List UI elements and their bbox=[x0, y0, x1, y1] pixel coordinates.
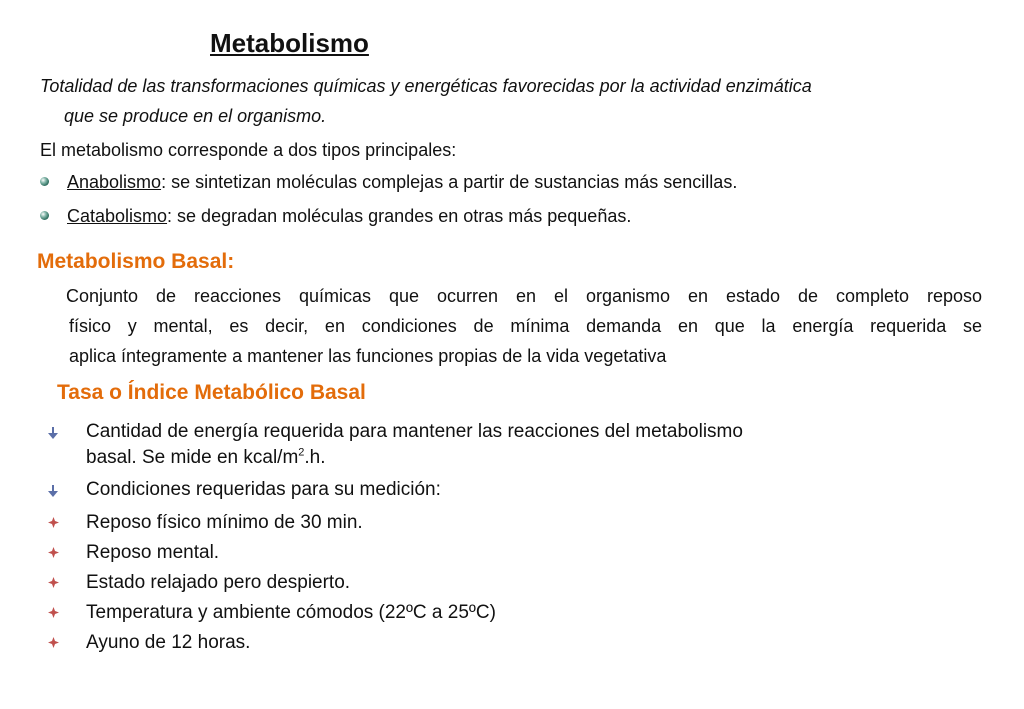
types-intro: El metabolismo corresponde a dos tipos principales: bbox=[40, 140, 457, 160]
basal-description bbox=[55, 281, 982, 371]
energy-line-2 bbox=[86, 444, 326, 472]
tmb-list bbox=[48, 418, 948, 678]
round-bullet-icon bbox=[40, 177, 49, 186]
conditions-heading: Condiciones requeridas para su medición: bbox=[86, 479, 441, 500]
definition-line-2: que se produce en el organismo. bbox=[64, 106, 327, 126]
star-bullet-icon bbox=[48, 547, 59, 558]
condition-text: Temperatura y ambiente cómodos (22ºC a 25ºC) bbox=[86, 602, 496, 623]
list-item-anabolismo bbox=[40, 167, 737, 197]
metabolism-definition bbox=[40, 71, 990, 131]
definition-line-1: Totalidad de las transformaciones químicas y energéticas favorecidas por la actividad enzimática bbox=[40, 76, 812, 96]
basal-line-3: aplica íntegramente a mantener las funciones propias de la vida vegetativa bbox=[69, 346, 667, 366]
arrow-bullet-icon bbox=[48, 427, 58, 439]
basal-heading: Metabolismo Basal: bbox=[37, 250, 235, 273]
tmb-heading: Tasa o Índice Metabólico Basal bbox=[57, 381, 366, 404]
arrow-bullet-icon bbox=[48, 485, 58, 497]
condition-text: Reposo mental. bbox=[86, 542, 220, 563]
basal-line-1: Conjunto de reacciones químicas que ocurren en el organismo en estado de completo reposo bbox=[66, 286, 982, 306]
condition-text: Ayuno de 12 horas. bbox=[86, 632, 251, 653]
star-bullet-icon bbox=[48, 517, 59, 528]
round-bullet-icon bbox=[40, 211, 49, 220]
star-bullet-icon bbox=[48, 577, 59, 588]
term-anabolismo: Anabolismo bbox=[67, 172, 162, 192]
anabolismo-description: : se sintetizan moléculas complejas a partir de sustancias más sencillas. bbox=[161, 172, 738, 192]
page-title: Metabolismo bbox=[210, 28, 369, 58]
energy-line-2-end: .h. bbox=[304, 447, 326, 468]
energy-line-2-text: basal. Se mide en kcal/m bbox=[86, 447, 299, 468]
basal-line-2: físico y mental, es decir, en condiciones de mínima demanda en que la energía requerida se bbox=[69, 316, 982, 336]
condition-text: Estado relajado pero despierto. bbox=[86, 572, 351, 593]
condition-text: Reposo físico mínimo de 30 min. bbox=[86, 512, 363, 533]
star-bullet-icon bbox=[48, 637, 59, 648]
energy-line-1: Cantidad de energía requerida para mantener las reacciones del metabolismo bbox=[86, 421, 743, 442]
star-bullet-icon bbox=[48, 607, 59, 618]
term-catabolismo: Catabolismo bbox=[67, 206, 168, 226]
catabolismo-description: : se degradan moléculas grandes en otras más pequeñas. bbox=[167, 206, 632, 226]
unit-superscript: 2 bbox=[298, 446, 305, 459]
list-item-catabolismo bbox=[40, 201, 631, 231]
